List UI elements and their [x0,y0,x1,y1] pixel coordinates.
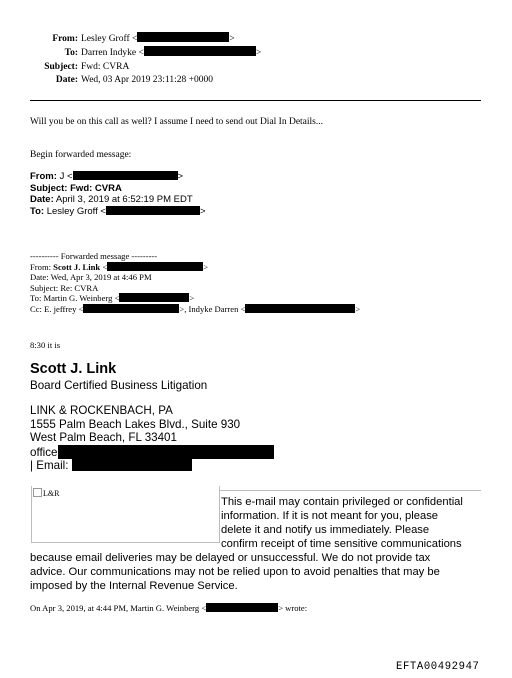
header-subject-row [0,61,261,74]
fwd1-to-value: Lesley Groff < [46,205,106,217]
fwd2-from-row [30,262,360,273]
fwd1-to-label: To: [30,205,45,217]
email-label: | Email: [30,459,69,473]
fwd1-from-row [30,171,206,183]
header-divider [30,100,481,101]
forwarded-header-2 [30,251,360,315]
redaction-bar [106,206,200,215]
signature-title: Board Certified Business Litigation [30,379,208,392]
fwd1-subject-value: Fwd: CVRA [70,182,122,194]
fwd2-to-value: To: Martin G. Weinberg < [30,293,120,304]
header-date-row [0,74,261,87]
fwd2-date: Date: Wed, Apr 3, 2019 at 4:46 PM [30,272,152,283]
fwd2-cc-mid: >, Indyke Darren < [179,303,246,314]
from-close: > [229,34,235,44]
disclaimer-full [30,551,440,593]
signature-block [30,404,274,473]
redaction-bar [72,459,192,471]
document-id: EFTA00492947 [396,661,480,673]
fwd1-from-close: > [177,171,184,182]
time-note: 8:30 it is [30,340,61,350]
fwd1-from-value: J < [59,171,73,182]
redaction-bar [107,262,203,271]
fwd1-to-row [30,206,206,218]
fwd2-cc-prefix: Cc: E. jeffrey < [30,303,84,314]
email-header [0,32,261,88]
fwd2-from-name: Scott J. Link [53,261,101,272]
from-value: Lesley Groff < [81,34,138,44]
header-from-row [0,32,261,46]
disclaimer-line: because email deliveries may be delayed or unsuccessful. We do not provide tax [30,552,431,564]
fwd2-separator: ---------- Forwarded message --------- [30,251,158,261]
disclaimer-divider [219,490,481,491]
fwd2-from-rest: < [100,261,108,272]
disclaimer-line: information. If it is not meant for you, please [221,510,439,523]
office-label: office [30,445,58,459]
redaction-bar [206,603,278,612]
redaction-bar [119,293,189,302]
fwd2-to-close: > [189,293,195,304]
to-value: Darren Indyke < [81,48,144,59]
redaction-bar [245,304,355,313]
fwd1-date-row [30,194,206,206]
redaction-bar [73,171,178,180]
disclaimer-right [221,495,463,551]
fwd2-cc-close: > [355,303,361,314]
disclaimer-line: advice. Our communications may not be relied upon to avoid penalties that may be [30,566,440,579]
begin-forwarded-label: Begin forwarded message: [30,150,132,160]
subject-label: Subject: [44,61,78,72]
firm-logo-image [33,488,59,498]
email-row [30,459,274,473]
fwd2-to-row [30,293,360,304]
quote-attribution [30,603,307,614]
redaction-bar [58,445,274,459]
fwd1-date-label: Date: [30,194,54,205]
to-label: To: [64,48,78,59]
fwd1-from-label: From: [30,171,57,182]
fwd1-date-value: April 3, 2019 at 6:52:19 PM EDT [55,194,193,205]
fwd1-subject-row [30,183,206,195]
disclaimer-line: This e-mail may contain privileged or confidential [221,496,463,508]
disclaimer-line: confirm receipt of time sensitive communications [221,538,462,551]
firm-name: LINK & ROCKENBACH, PA [30,404,173,417]
disclaimer-line: delete it and notify us immediately. Please [221,524,430,537]
address-line-1: 1555 Palm Beach Lakes Blvd., Suite 930 [30,417,241,431]
forwarded-header-1 [30,171,206,217]
fwd2-from-label: From: [30,261,54,272]
logo-alt-text: L&R [43,489,60,498]
subject-value: Fwd: CVRA [81,61,130,72]
office-row [30,445,274,460]
date-value: Wed, 03 Apr 2019 23:11:28 +0000 [81,75,213,86]
date-label: Date: [55,75,78,86]
disclaimer-line: imposed by the Internal Revenue Service. [30,580,238,593]
fwd1-subject-label: Subject: [30,182,68,194]
address-line-2: West Palm Beach, FL 33401 [30,431,177,445]
from-label: From: [52,34,78,44]
redaction-bar [144,46,256,56]
quote-prefix: On Apr 3, 2019, at 4:44 PM, Martin G. Weinberg < [30,603,207,613]
fwd1-to-close: > [199,205,206,217]
fwd2-from-close: > [203,261,209,272]
broken-image-icon [33,488,42,497]
redaction-bar [83,304,179,313]
fwd2-subject: Subject: Re: CVRA [30,282,99,293]
header-to-row [0,46,261,60]
redaction-bar [137,32,229,42]
signature-name: Scott J. Link [30,361,117,377]
fwd2-cc-row [30,304,360,315]
quote-suffix: > wrote: [278,603,308,613]
to-close: > [255,48,262,59]
body-line: Will you be on this call as well? I assume I need to send out Dial In Details... [30,117,323,127]
